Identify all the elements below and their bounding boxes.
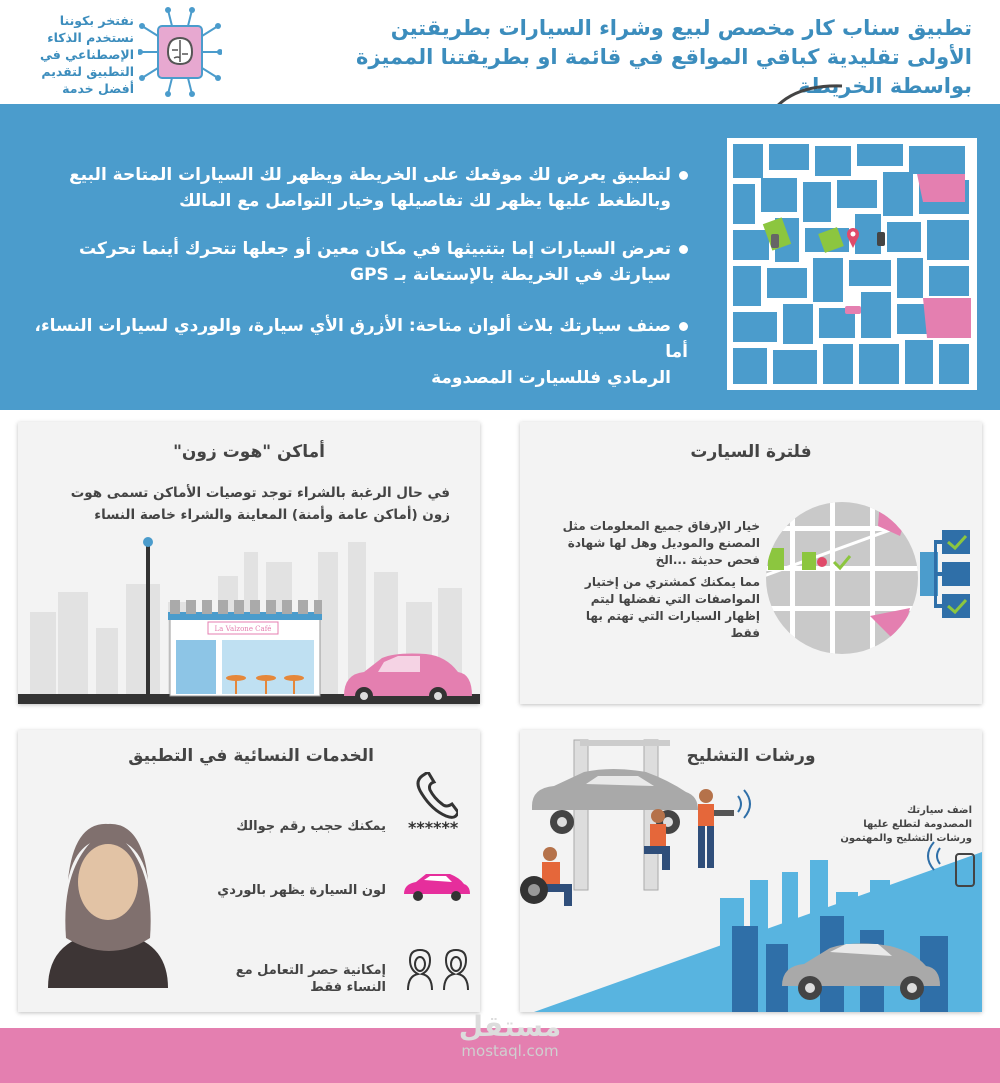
women-services-card bbox=[18, 730, 480, 1012]
hotzone-card bbox=[18, 422, 480, 704]
bullet-dot bbox=[679, 322, 688, 331]
city-street-illustration bbox=[18, 532, 480, 704]
filter-map-illustration bbox=[760, 496, 976, 656]
title-line-3: بواسطة الخريطة bbox=[798, 74, 972, 98]
workshop-title: ورشات التشليح bbox=[686, 746, 816, 766]
ai-line-2: نستخدم الذكاء bbox=[47, 30, 134, 45]
street-lamp-icon bbox=[146, 544, 150, 694]
car-marker-pink[interactable] bbox=[845, 306, 861, 314]
workshop-text-line-2: المصدومة لتطلع عليها bbox=[863, 819, 972, 830]
women-icon bbox=[402, 948, 478, 992]
workshop-text-line-3: ورشات التشليح والمهتمون bbox=[840, 833, 972, 844]
filter-text-1-line-2: المصنع والموديل وهل لها شهادة bbox=[567, 536, 760, 550]
filter-text-2 bbox=[560, 574, 760, 642]
signal-icon bbox=[928, 842, 940, 870]
bullet-2-line-2: سيارتك في الخريطة بالإستعانة بـ GPS bbox=[350, 265, 671, 285]
hotzone-title: أماكن "هوت زون" bbox=[173, 442, 325, 462]
bullet-1-line-1: لتطبيق يعرض لك موقعك على الخريطة ويظهر لك السيارات المتاحة البيع bbox=[69, 165, 671, 185]
cafe-sign: La Valzone Café bbox=[214, 625, 272, 633]
city-map[interactable] bbox=[727, 138, 977, 390]
filter-text-1-line-1: خيار الإرفاق جميع المعلومات مثل bbox=[562, 519, 760, 533]
women-item-3-line-1: إمكانية حصر التعامل مع bbox=[235, 963, 386, 978]
feature-bullet-1 bbox=[28, 162, 688, 214]
hotzone-text-line-1: في حال الرغبة بالشراء توجد توصيات الأماكن تسمى هوت bbox=[70, 485, 450, 501]
ai-line-4: التطبيق لتقديم bbox=[41, 64, 134, 79]
map-pin-icon bbox=[817, 557, 827, 567]
bullet-dot bbox=[679, 245, 688, 254]
signal-icon bbox=[738, 790, 750, 818]
lifted-car-icon bbox=[532, 769, 698, 834]
page-title bbox=[332, 14, 972, 101]
watermark-logo: مستقل bbox=[458, 1010, 562, 1043]
car-marker-dark[interactable] bbox=[877, 232, 885, 246]
pink-car-icon bbox=[402, 870, 470, 904]
filter-text-1-line-3: فحص حديثة ...الخ bbox=[655, 553, 760, 567]
feature-bullet-2 bbox=[28, 236, 688, 288]
bullet-2-line-1: تعرض السيارات إما بتتبيثها في مكان معين أو جعلها تتحرك أينما تحركت bbox=[78, 239, 671, 259]
bullet-3-line-2: الرمادي فللسيارت المصدومة bbox=[431, 368, 671, 388]
women-item-1: يمكنك حجب رقم جوالك bbox=[236, 819, 386, 834]
bullet-1-line-2: وبالظغط عليها يظهر لك تفاصيلها وخيار التواصل مع المالك bbox=[179, 191, 671, 211]
bullet-3-line-1: صنف سيارتك بلاث ألوان متاحة: الأزرق الأي سيارة، والوردي لسيارات النساء، أما bbox=[34, 316, 688, 362]
car-marker-grey[interactable] bbox=[771, 234, 779, 248]
ai-line-1: نفتخر بكوننا bbox=[59, 13, 134, 28]
hotzone-text bbox=[30, 482, 450, 526]
feature-bullet-3 bbox=[28, 313, 688, 391]
filter-text-1 bbox=[560, 518, 760, 569]
ai-chip-icon bbox=[138, 6, 222, 98]
ai-line-5: أفضل خدمة bbox=[62, 81, 134, 96]
women-item-2: لون السيارة يظهر بالوردي bbox=[217, 883, 386, 898]
women-item-3-line-2: النساء فقط bbox=[310, 980, 386, 995]
filter-title: فلترة السيارت bbox=[690, 442, 812, 462]
bullet-dot bbox=[679, 171, 688, 180]
filter-text-2-line-2: المواصفات التي تفضلها ليتم bbox=[590, 592, 760, 606]
women-title: الخدمات النسائية في التطبيق bbox=[128, 746, 374, 766]
watermark-url: mostaql.com bbox=[461, 1042, 559, 1060]
ai-caption bbox=[24, 12, 134, 97]
workshop-text-line-1: اضف سيارتك bbox=[907, 805, 972, 816]
women-item-3 bbox=[146, 962, 386, 996]
filter-text-2-line-1: مما يمكنك كمشتري من إختيار bbox=[584, 575, 760, 589]
title-line-1: تطبيق سناب كار مخصص لبيع وشراء السيارات بطريقتين bbox=[390, 16, 972, 40]
phone-icon bbox=[414, 772, 458, 820]
filter-text-2-line-3: إظهار السيارات التي تهتم بها فقط bbox=[585, 609, 760, 640]
title-line-2: الأولى تقليدية كباقي المواقع في قائمة او بطريقتنا المميزة bbox=[356, 45, 972, 69]
hotzone-text-line-2: زون (أماكن عامة وأمنة) المعاينة والشراء خاصة النساء bbox=[94, 507, 450, 523]
workshop-card bbox=[520, 730, 982, 1012]
filter-card bbox=[520, 422, 982, 704]
ai-line-3: الإصطناعي في bbox=[39, 47, 134, 62]
workshop-illustration bbox=[520, 730, 982, 1012]
hidden-number-stars: ****** bbox=[408, 818, 459, 837]
